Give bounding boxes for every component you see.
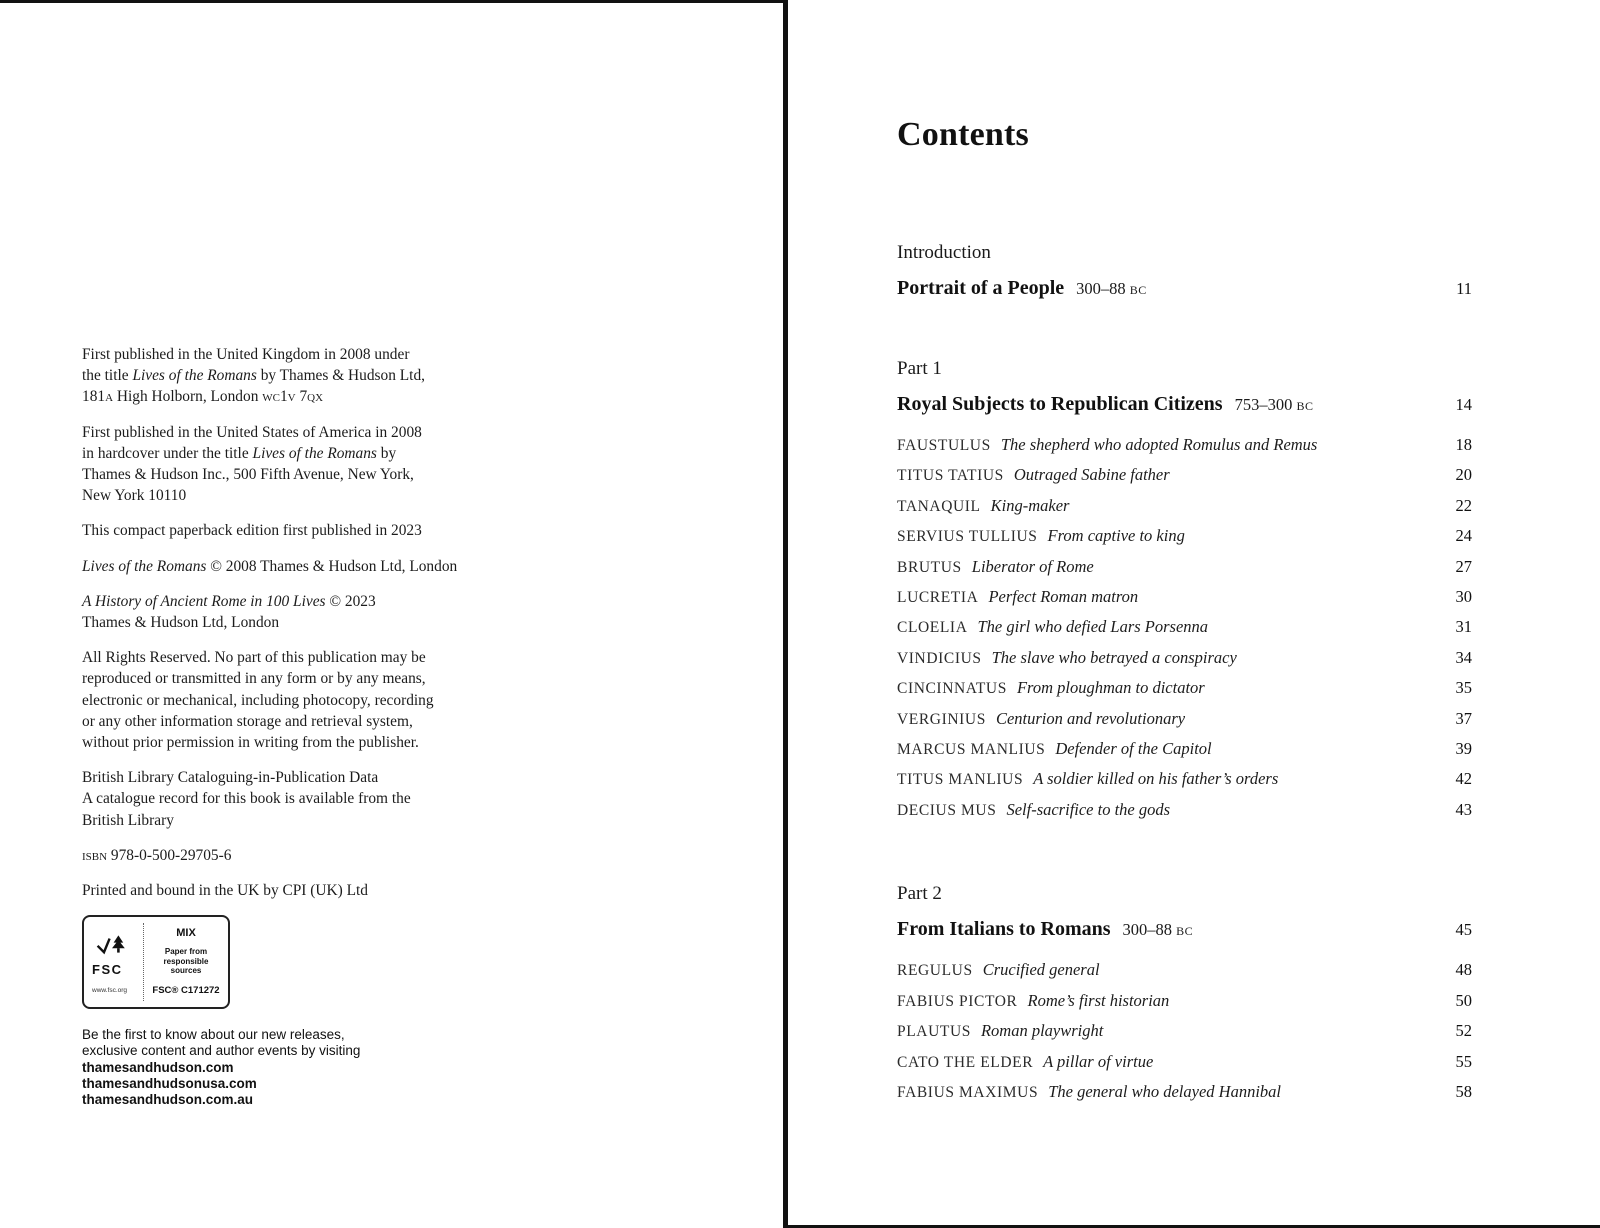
- entry-page-number: 34: [1455, 647, 1472, 667]
- entry-name: CLOELIA: [897, 619, 968, 637]
- section-page-number: 45: [1455, 920, 1472, 940]
- entry-text: [897, 673, 1219, 703]
- fsc-source-line1: Paper from: [164, 947, 208, 957]
- contents-entry: [897, 673, 1472, 703]
- text-segment: New York 10110: [82, 487, 187, 505]
- text-segment: High Holborn, London: [113, 388, 263, 406]
- text-segment: in hardcover under the title: [82, 444, 253, 462]
- fsc-label-right: [152, 923, 220, 1001]
- entry-text: [897, 1016, 1117, 1046]
- imprint-block: [82, 344, 512, 1109]
- imprint-paragraphs: [82, 344, 512, 901]
- fsc-source-label: [152, 947, 220, 976]
- entry-description: From captive to king: [1047, 526, 1185, 546]
- section-heading: Introduction: [897, 242, 991, 263]
- entry-page-number: 50: [1455, 990, 1472, 1010]
- text-segment: A History of Ancient Rome in 100 Lives: [82, 592, 326, 610]
- contents-entry: [897, 986, 1472, 1016]
- section-date: 753–300 bc: [1234, 395, 1314, 414]
- entry-description: Outraged Sabine father: [1013, 465, 1170, 485]
- contents-section: [897, 358, 1472, 825]
- entry-text: [897, 1047, 1167, 1077]
- section-page-number: 11: [1456, 279, 1472, 298]
- entry-description: Roman playwright: [980, 1021, 1104, 1041]
- text-segment: the title: [82, 367, 133, 385]
- contents-entry: [897, 552, 1472, 582]
- entry-text: [897, 430, 1331, 460]
- section-title-group: [897, 393, 1327, 416]
- section-date: 300–88 bc: [1122, 920, 1194, 940]
- promo-line-1: Be the first to know about our new releases,: [82, 1027, 345, 1043]
- section-title: From Italians to Romans: [897, 918, 1111, 941]
- entry-description: Perfect Roman matron: [988, 587, 1139, 607]
- entry-text: [897, 612, 1222, 642]
- section-title-row: [897, 393, 1472, 416]
- entry-name: VINDICIUS: [897, 649, 982, 667]
- imprint-paragraph: [82, 767, 512, 831]
- entry-description: Crucified general: [982, 960, 1100, 980]
- contents-entry: [897, 643, 1472, 673]
- entry-description: Centurion and revolutionary: [995, 708, 1186, 728]
- text-segment: Lives of the Romans: [132, 367, 257, 385]
- contents-entry: [897, 955, 1472, 985]
- text-segment: First published in the United States of America in 2008: [82, 423, 422, 441]
- text-segment: A catalogue record for this book is available from the: [82, 790, 411, 808]
- contents-entry: [897, 795, 1472, 825]
- entry-name: PLAUTUS: [897, 1023, 971, 1041]
- text-segment: Printed and bound in the UK by CPI (UK) Ltd: [82, 882, 368, 900]
- contents-entry: [897, 430, 1472, 460]
- entry-name: FAUSTULUS: [897, 437, 991, 454]
- entry-text: [897, 734, 1226, 764]
- section-page-number: 14: [1455, 395, 1472, 414]
- entry-page-number: 35: [1455, 678, 1472, 698]
- contents-entry: [897, 521, 1472, 551]
- text-segment: by: [376, 444, 397, 462]
- entry-description: A soldier killed on his father’s orders: [1033, 769, 1279, 789]
- text-segment: Thames & Hudson Ltd, London: [82, 614, 280, 632]
- text-segment: reproduced or transmitted in any form or by any means,: [82, 670, 426, 688]
- promo-sites: [82, 1060, 512, 1109]
- entry-description: Defender of the Capitol: [1055, 739, 1212, 759]
- entry-name: LUCRETIA: [897, 589, 979, 607]
- text-segment: Thames & Hudson Inc., 500 Fifth Avenue, New York,: [82, 466, 414, 484]
- entry-description: From ploughman to dictator: [1016, 678, 1205, 698]
- entry-description: The shepherd who adopted Romulus and Remus: [1000, 435, 1318, 454]
- section-era: bc: [1176, 920, 1194, 940]
- fsc-acronym: FSC: [92, 961, 123, 977]
- imprint-paragraph: [82, 344, 512, 408]
- text-segment: Lives of the Romans: [82, 557, 207, 575]
- section-title-group: [897, 918, 1207, 941]
- entry-page-number: 37: [1455, 708, 1472, 728]
- section-title: Royal Subjects to Republican Citizens: [897, 393, 1223, 415]
- text-segment: British Library: [82, 811, 174, 829]
- section-era: bc: [1296, 395, 1314, 414]
- fsc-code: FSC® C171272: [152, 984, 220, 996]
- section-era: bc: [1129, 279, 1147, 298]
- entry-text: [897, 521, 1199, 551]
- entry-page-number: 27: [1455, 556, 1472, 576]
- text-segment: All Rights Reserved. No part of this publication may be: [82, 649, 426, 667]
- entry-text: [897, 643, 1251, 673]
- entry-page-number: 48: [1455, 960, 1472, 980]
- entry-name: TITUS TATIUS: [897, 467, 1004, 485]
- imprint-paragraph: [82, 647, 512, 753]
- promo-site-link: thamesandhudsonusa.com: [82, 1076, 257, 1092]
- contents-entry: [897, 460, 1472, 490]
- entry-name: TITUS MANLIUS: [897, 771, 1024, 789]
- section-title: Portrait of a People: [897, 277, 1065, 299]
- contents-entry: [897, 704, 1472, 734]
- entry-name: FABIUS PICTOR: [897, 992, 1018, 1010]
- imprint-paragraph: [82, 591, 512, 633]
- imprint-paragraph: [82, 520, 512, 541]
- imprint-paragraph: [82, 880, 512, 901]
- text-segment: This compact paperback edition first published in 2023: [82, 522, 422, 540]
- text-segment: © 2008 Thames & Hudson Ltd, London: [206, 557, 458, 575]
- entry-description: Self-sacrifice to the gods: [1006, 799, 1171, 819]
- entry-text: [897, 764, 1292, 794]
- fsc-url: www.fsc.org: [92, 986, 128, 994]
- entry-name: MARCUS MANLIUS: [897, 741, 1046, 759]
- fsc-mix-label: MIX: [176, 927, 196, 940]
- imprint-paragraph: [82, 845, 512, 866]
- promo-line-2: exclusive content and author events by visiting: [82, 1043, 361, 1059]
- entry-name: REGULUS: [897, 962, 973, 980]
- imprint-paragraph: [82, 556, 512, 577]
- entry-page-number: 58: [1455, 1081, 1472, 1101]
- entry-text: [897, 1077, 1295, 1107]
- entry-name: SERVIUS TULLIUS: [897, 528, 1038, 546]
- entry-description: The slave who betrayed a conspiracy: [991, 647, 1237, 667]
- entry-name: CATO THE ELDER: [897, 1053, 1034, 1071]
- left-page: [0, 0, 783, 1228]
- contents-entry: [897, 612, 1472, 642]
- entry-page-number: 30: [1455, 587, 1472, 607]
- text-segment: British Library Cataloguing-in-Publication Data: [82, 769, 379, 787]
- entry-page-number: 18: [1455, 435, 1472, 454]
- text-segment: without prior permission in writing from the publisher.: [82, 734, 419, 752]
- promo-site-link: thamesandhudson.com.au: [82, 1092, 254, 1108]
- entry-name: BRUTUS: [897, 558, 962, 576]
- text-segment: by Thames & Hudson Ltd,: [256, 367, 425, 385]
- entry-page-number: 31: [1455, 617, 1472, 637]
- contents-section: [897, 242, 1472, 300]
- entry-page-number: 39: [1455, 739, 1472, 759]
- entry-text: [897, 795, 1184, 825]
- entry-description: Rome’s first historian: [1027, 990, 1170, 1010]
- entry-description: Liberator of Rome: [971, 556, 1094, 576]
- entry-name: VERGINIUS: [897, 710, 986, 728]
- fsc-tree-check-icon: [92, 933, 132, 957]
- text-segment: isbn: [82, 846, 108, 864]
- entry-name: CINCINNATUS: [897, 680, 1007, 698]
- entry-description: A pillar of virtue: [1043, 1051, 1154, 1071]
- promo-block: [82, 1027, 512, 1108]
- contents-entry: [897, 582, 1472, 612]
- section-heading: Part 1: [897, 358, 942, 379]
- right-page: [788, 0, 1600, 1228]
- entry-text: [897, 460, 1184, 490]
- contents-entry: [897, 764, 1472, 794]
- contents-section: [897, 883, 1472, 1107]
- fsc-label-left: [92, 923, 144, 1001]
- contents-entries: [897, 430, 1472, 825]
- entry-name: FABIUS MAXIMUS: [897, 1083, 1039, 1101]
- contents-sections: [897, 242, 1472, 1107]
- imprint-paragraph: [82, 422, 512, 507]
- entry-description: The general who delayed Hannibal: [1048, 1081, 1281, 1101]
- entry-name: TANAQUIL: [897, 497, 981, 515]
- contents-entry: [897, 1047, 1472, 1077]
- text-segment: 181: [82, 388, 106, 406]
- entry-page-number: 24: [1455, 526, 1472, 546]
- text-segment: 978-0-500-29705-6: [107, 846, 232, 864]
- section-title-group: [897, 277, 1161, 300]
- section-heading: Part 2: [897, 883, 942, 905]
- text-segment: First published in the United Kingdom in 2008 under: [82, 346, 410, 363]
- entry-page-number: 52: [1455, 1021, 1472, 1041]
- contents-entry: [897, 734, 1472, 764]
- contents-block: [897, 116, 1472, 1107]
- fsc-source-line2: responsible sources: [163, 956, 209, 976]
- text-segment: © 2023: [325, 592, 376, 610]
- section-title-row: [897, 918, 1472, 941]
- contents-entry: [897, 491, 1472, 521]
- section-title-row: [897, 277, 1472, 300]
- entry-description: King-maker: [990, 495, 1070, 515]
- entry-text: [897, 986, 1183, 1016]
- entry-page-number: 20: [1455, 465, 1472, 485]
- entry-text: [897, 582, 1152, 612]
- entry-page-number: 55: [1455, 1051, 1472, 1071]
- text-segment: Lives of the Romans: [252, 444, 377, 462]
- contents-entry: [897, 1077, 1472, 1107]
- contents-entry: [897, 1016, 1472, 1046]
- entry-page-number: 43: [1455, 799, 1472, 819]
- text-segment: or any other information storage and retrieval system,: [82, 712, 413, 730]
- section-date: 300–88 bc: [1076, 279, 1147, 298]
- entry-description: The girl who defied Lars Porsenna: [977, 617, 1209, 637]
- entry-text: [897, 955, 1114, 985]
- entry-text: [897, 704, 1199, 734]
- contents-title: Contents: [897, 116, 1029, 153]
- text-segment: wc1v 7qx: [262, 388, 324, 406]
- text-segment: electronic or mechanical, including photocopy, recording: [82, 691, 434, 709]
- entry-text: [897, 491, 1083, 521]
- contents-entries: [897, 955, 1472, 1107]
- entry-name: DECIUS MUS: [897, 801, 997, 819]
- entry-page-number: 42: [1455, 769, 1472, 789]
- entry-page-number: 22: [1455, 495, 1472, 515]
- fsc-label: [82, 915, 230, 1009]
- promo-site-link: thamesandhudson.com: [82, 1059, 234, 1075]
- entry-text: [897, 552, 1108, 582]
- text-segment: a: [105, 388, 114, 406]
